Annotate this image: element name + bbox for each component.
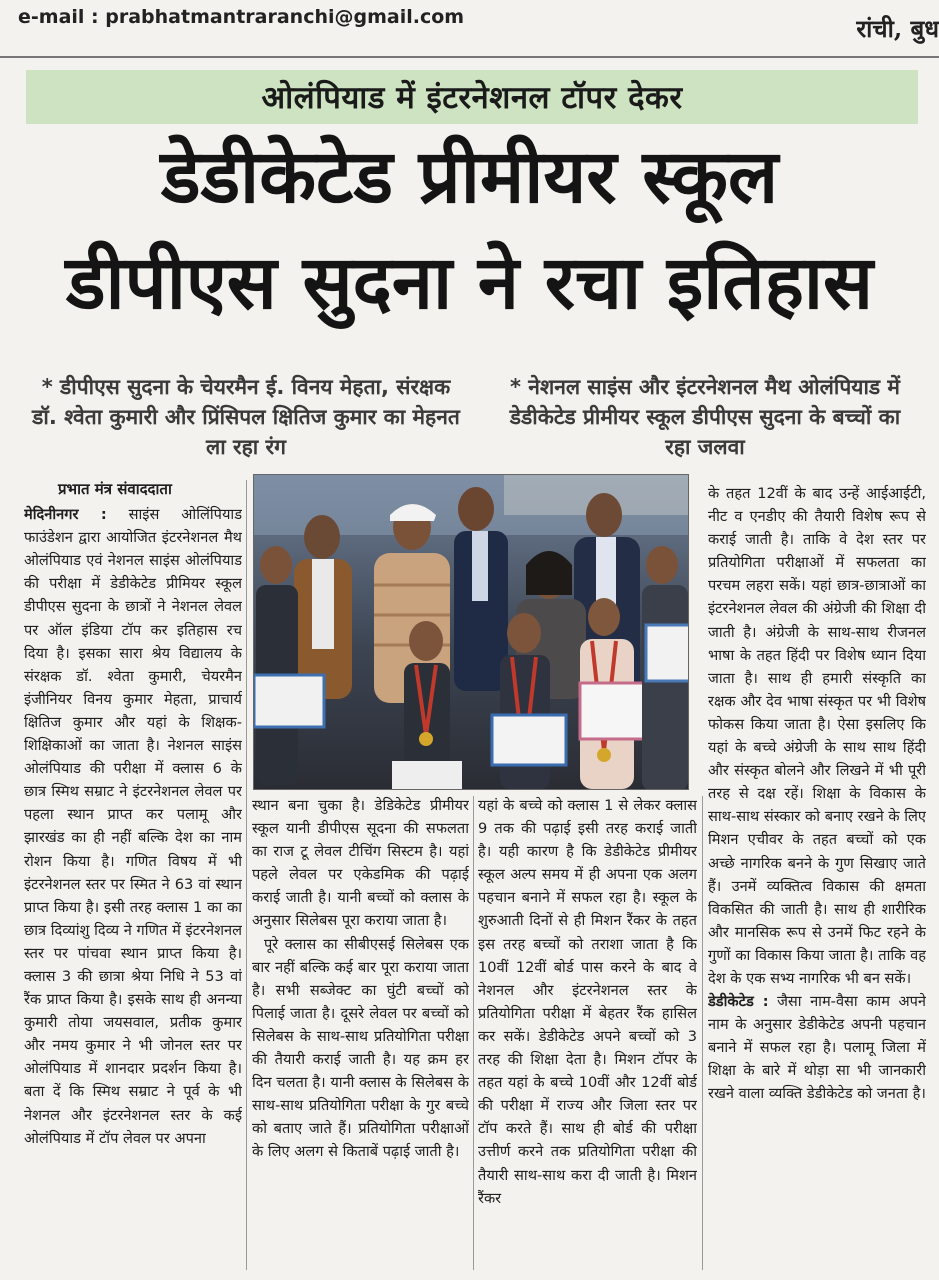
dateline-place: मेदिनीनगर : xyxy=(24,506,107,524)
column-rule-3 xyxy=(702,796,703,1270)
news-photo xyxy=(253,474,689,790)
article-paragraph: पूरे क्लास का सीबीएसई सिलेबस एक बार नहीं बल्कि कई बार पूरा कराया जाता है। सभी सब्जेक्ट का घुंटी बच्चों को पिलाई जाता है। दूसरे लेवल पर बच्चों को सिलेबस के साथ-साथ प्रतियोगिता परीक्षा की तैयारी कराई जाती है। यह क्रम हर दिन चलता है। यानी क्लास के सिलेबस के साथ-साथ प्रतियोगिता परीक्षा के गुर बच्चे को बताए जाते हैं। प्रतियोगिता परीक्षाओं के लिए अलग से किताबें पढ़ाई जाती है। xyxy=(252,935,469,1161)
article-paragraph xyxy=(24,503,242,1150)
masthead-email: e-mail : prabhatmantraranchi@gmail.com xyxy=(18,6,465,28)
article-column-1 xyxy=(24,478,242,1270)
article-column-2 xyxy=(252,794,469,1270)
subhead: डेडीकेटेड : xyxy=(708,993,769,1011)
kicker-text: ओलंपियाड में इंटरनेशनल टॉपर देकर xyxy=(261,80,683,116)
article-text: साइंस ओलिंपियाड फाउंडेशन द्वारा आयोजित इंटरनेशनल मैथ ओलंपियाड एवं नेशनल साइंस ओलंपियाड की परीक्षा में डेडीकेटेड प्रीमियर स्कूल डीपीएस सुदना के छात्रों ने नेशनल लेवल पर ऑल इंडिया टॉप कर इतिहास रच दिया है। इसका सारा श्रेय विद्यालय के संरक्षक डॉ. श्वेता कुमारी, चेयरमैन इंजीनियर विनय कुमार मेहता, प्राचार्य क्षितिज कुमार और यहां के शिक्षक-शिक्षिकाओं का जाता है। नेशनल साइंस ओलंपियाड की परीक्षा में क्लास 6 के छात्र स्मिथ सम्राट ने इंटरनेशनल लेवल पर पहला स्थान प्राप्त कर पलामू और झारखंड का ही नहीं बल्कि देश का नाम रोशन किया है। गणित विषय में भी इंटरनेशनल स्तर पर स्मित ने 63 वां स्थान प्राप्त किया है। इसी तरह क्लास 1 का का छात्र दिव्यांशु दिव्य ने गणित में इंटरनेशनल स्तर पर पांचवा स्थान प्राप्त किया है। क्लास 3 की छात्रा श्रेया निधि ने 53 वां रैंक प्राप्त किया है। इसके साथ ही अनन्या कुमारी तोया जयसवाल, प्रतीक कुमार और नमय कुमार ने भी जोनल स्तर पर ओलंपियाड में शानदार प्रदर्शन किया है। बता दें कि स्मिथ सम्राट ने पूर्व के भी नेशनल और इंटरनेशनल स्तर के कई ओलंपियाड में टॉप लेवल पर अपना xyxy=(24,506,242,1147)
headline-line-2: डीपीएस सुदना ने रचा इतिहास xyxy=(65,240,874,326)
article-column-4 xyxy=(708,482,926,1270)
article-paragraph: यहां के बच्चे को क्लास 1 से लेकर क्लास 9 तक की पढ़ाई इसी तरह कराई जाती है। यही कारण है कि डेडीकेटेड प्रीमीयर स्कूल अल्प समय में ही अपना एक अलग पहचान बनाने में सफल रहा है। स्कूल के शुरुआती दिनों से ही मिशन रैंकर के तहत इस तरह बच्चों को तराशा जाता है कि 10वीं 12वीं बोर्ड पास करने के बाद वे नेशनल और इंटरनेशनल स्तर के प्रतियोगिता परीक्षा में बेहतर रैंक हासिल कर सकें। डेडीकेटेड अपने बच्चों को 3 तरह की शिक्षा देता है। मिशन टॉपर के तहत यहां के बच्चे 10वीं और 12वीं बोर्ड की परीक्षा में राज्य और जिला स्तर पर टॉप करते हैं। साथ ही बोर्ड की परीक्षा उत्तीर्ण करने तक प्रतियोगिता परीक्षा की तैयारी साथ-साथ करा दी जाती है। मिशन रैंकर xyxy=(478,797,697,1207)
masthead-dateline: रांची, बुध xyxy=(856,14,939,43)
award-ceremony-photo xyxy=(254,475,689,790)
deck-left: * डीपीएस सुदना के चेयरमैन ई. विनय मेहता, संरक्षक डॉ. श्वेता कुमारी और प्रिंसिपल क्षितिज कुमार का मेहनत ला रहा रंग xyxy=(32,375,460,459)
article-column-3 xyxy=(478,794,697,1270)
article-text: जैसा नाम-वैसा काम अपने नाम के अनुसार डेडीकेटेड अपनी पहचान बनाने में सफल रहा है। पलामू जिला में शिक्षा के बारे में थोड़ा सा भी जानकारी रखने वाला व्यक्ति डेडीकेटेड को जनता है। xyxy=(708,993,926,1103)
column-rule-1 xyxy=(246,480,247,1270)
kicker-banner xyxy=(26,70,918,124)
article-paragraph: के तहत 12वीं के बाद उन्हें आईआईटी, नीट व एनडीए की तैयारी विशेष रूप से कराई जाती है। ताकि वे देश स्तर पर प्रतियोगिता परीक्षाओं में सफलता का परचम लहरा सकें। यहां छात्र-छात्राओं का इंटरनेशनल लेवल की अंग्रेजी की शिक्षा दी जाती है। अंग्रेजी के साथ-साथ रीजनल भाषा के तहत हिंदी पर विशेष ध्यान दिया जाता है। साथ ही हमारी संस्कृति का रक्षक और देव भाषा संस्कृत पर भी विशेष फोकस किया जाता है। ऐसा इसलिए कि यहां के बच्चे अंग्रेजी के साथ साथ हिंदी और संस्कृत बोलने और लिखने में भी पूरी तरह से दक्ष रहें। शिक्षा के विकास के साथ-साथ संस्कार को बनाए रखने के लिए मिशन एचीवर के तहत बच्चों को एक अच्छे नागरिक बनने के गुण सिखाए जाते हैं। उनमें व्यक्तित्व विकास की क्षमता विकसित की जाती है। साथ ही शारीरिक और मानसिक रूप से उनमें फिट रहने के गुणों का विकास किया जाता है। ताकि वह देश के एक सभ्य नागरिक भी बन सकें। xyxy=(708,485,926,987)
deck-right: * नेशनल साइंस और इंटरनेशनल मैथ ओलंपियाड में डेडीकेटेड प्रीमीयर स्कूल डीपीएस सुदना के बच्चों का रहा जलवा xyxy=(509,375,901,459)
article-paragraph: स्थान बना चुका है। डेडिकेटेड प्रीमीयर स्कूल यानी डीपीएस सूदना की सफलता का राज टू लेवल टीचिंग सिस्टम है। यहां पहले लेवल पर एकेडमिक की पढ़ाई कराई जाती है। यानी बच्चों को क्लास के अनुसार सिलेबस पूरा कराया जाता है। xyxy=(252,797,469,930)
column-rule-2 xyxy=(473,796,474,1270)
masthead xyxy=(0,0,939,58)
headline-line-1: डेडीकेटेड प्रीमीयर स्कूल xyxy=(160,134,779,220)
article-paragraph xyxy=(708,990,926,1105)
byline: प्रभात मंत्र संवाददाता xyxy=(58,480,172,498)
